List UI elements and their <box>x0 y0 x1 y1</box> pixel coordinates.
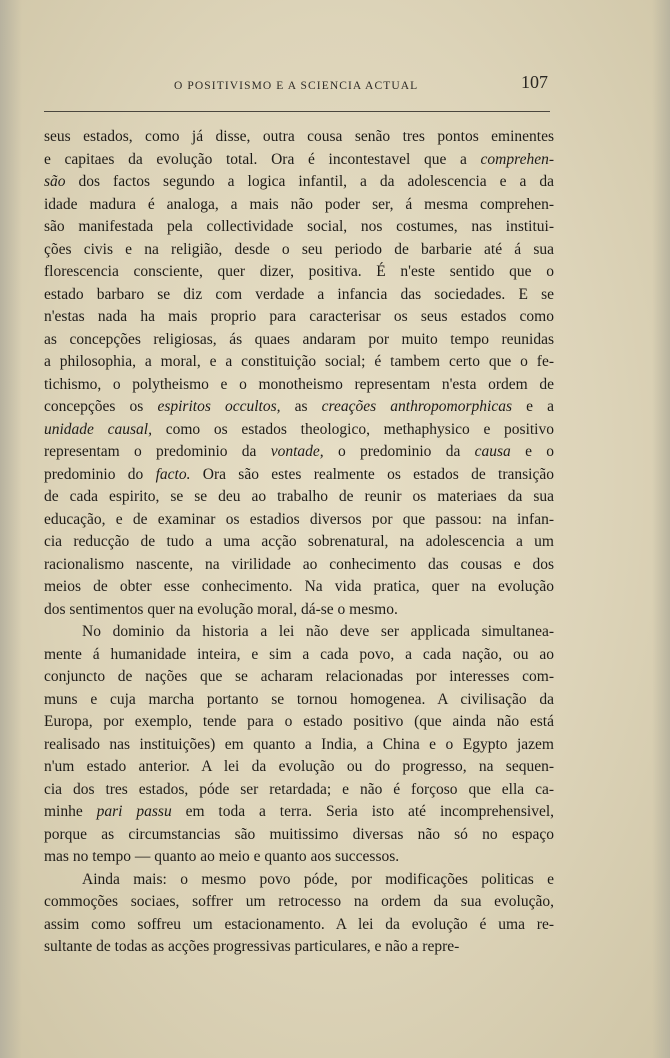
text-line <box>44 509 554 532</box>
text-line <box>44 554 554 577</box>
text-line <box>44 239 554 262</box>
text-segment: conjuncto de nações que se acharam relacionadas por interesses com- <box>44 668 554 685</box>
text-line <box>44 576 554 599</box>
text-segment: racionalismo nascente, na virilidade ao conhecimento das cousas e dos <box>44 555 554 573</box>
text-line <box>44 171 554 194</box>
text-line <box>44 261 554 284</box>
text-line <box>44 666 554 689</box>
italic-text: causa <box>474 443 511 460</box>
text-line <box>44 374 554 397</box>
text-segment: Ora são estes realmente os estados de transição <box>190 465 554 483</box>
text-segment: meios de obter esse conhecimento. Na vida pratica, quer na evolução <box>44 578 554 595</box>
text-line <box>44 599 554 622</box>
text-segment: concepções os <box>44 398 158 415</box>
text-line <box>44 396 554 419</box>
text-line <box>44 891 554 914</box>
text-segment: Ainda mais: o mesmo povo póde, por modificações politicas e <box>82 870 554 888</box>
text-segment: idade madura é analoga, a mais não poder ser, á mesma comprehen- <box>44 195 554 213</box>
text-segment: realisado nas instituições) em quanto a India, a China e o Egypto jazem <box>44 735 554 753</box>
text-line <box>44 149 554 172</box>
paragraph <box>44 621 554 869</box>
text-line <box>44 126 554 149</box>
text-segment: mente á humanidade inteira, e sim a cada povo, a cada nação, ou ao <box>44 645 554 663</box>
text-segment: e capitaes da evolução total. Ora é incontestavel que a <box>44 150 481 168</box>
page-gutter-shadow <box>0 0 22 1058</box>
text-segment: n'estas nada ha mais proprio para caracterisar os seus estados como <box>44 308 554 325</box>
text-line <box>44 194 554 217</box>
page-number: 107 <box>521 72 548 92</box>
text-segment: de cada espirito, se se deu ao trabalho de reunir os materiaes da sua <box>44 488 554 505</box>
text-segment: assim como soffreu um estacionamento. A lei da evolução é uma re- <box>44 915 554 933</box>
text-line <box>44 284 554 307</box>
text-segment: muns e cuja marcha portanto se tornou homogenea. A civilisação da <box>44 690 554 708</box>
text-segment: sultante de todas as acções progressivas particulares, e não a repre- <box>44 938 460 955</box>
text-segment: e a <box>512 398 554 415</box>
text-segment: estado barbaro se diz com verdade a infancia das sociedades. E se <box>44 285 554 303</box>
text-segment: dos factos segundo a logica infantil, a da adolescencia e a da <box>65 173 554 190</box>
text-line <box>44 216 554 239</box>
text-line <box>44 531 554 554</box>
text-segment: tichismo, o polytheismo e o monotheismo representam n'esta ordem de <box>44 375 554 393</box>
text-line <box>44 441 554 464</box>
text-segment: dos sentimentos quer na evolução moral, dá-se o mesmo. <box>44 600 398 618</box>
text-line <box>44 914 554 937</box>
text-segment: em toda a terra. Seria isto até incomprehensivel, <box>171 803 555 820</box>
text-line <box>44 801 554 824</box>
text-segment: commoções sociaes, soffrer um retrocesso na ordem da sua evolução, <box>44 893 554 910</box>
body-text <box>44 126 554 959</box>
running-title: O POSITIVISMO E A SCIENCIA ACTUAL <box>174 80 419 92</box>
italic-text: unidade causal, <box>44 420 152 438</box>
text-line <box>44 711 554 734</box>
text-line <box>44 779 554 802</box>
text-line <box>44 621 554 644</box>
text-segment: a philosophia, a moral, e a constituição social; é tambem certo que o fe- <box>44 353 554 370</box>
header-rule <box>44 111 550 112</box>
text-line <box>44 936 554 959</box>
text-segment: n'um estado anterior. A lei da evolução ou do progresso, na sequen- <box>44 758 554 775</box>
text-line <box>44 486 554 509</box>
page-edge-shadow <box>652 0 670 1058</box>
italic-text: comprehen- <box>480 150 554 168</box>
page-header <box>44 72 556 98</box>
text-segment: e o <box>510 443 554 460</box>
text-line <box>44 756 554 779</box>
text-segment: mas no tempo — quanto ao meio e quanto aos successos. <box>44 848 400 865</box>
text-segment: predominio do <box>44 465 156 483</box>
text-line <box>44 734 554 757</box>
italic-text: espiritos occultos, <box>157 398 281 415</box>
italic-text: pari passu <box>96 803 172 820</box>
italic-text: facto. <box>155 465 191 483</box>
text-line <box>44 329 554 352</box>
italic-text: são <box>44 173 66 190</box>
italic-text: vontade, <box>270 443 324 460</box>
italic-text: creações anthropomorphicas <box>321 398 512 415</box>
text-segment: Europa, por exemplo, tende para o estado positivo (que ainda não está <box>44 713 554 730</box>
text-segment: são manifestada pela collectividade social, nos costumes, nas institui- <box>44 218 554 235</box>
text-segment: florescencia consciente, quer dizer, positiva. É n'este sentido que o <box>44 263 554 280</box>
text-segment: representam o predominio da <box>44 443 271 460</box>
text-segment: cia dos tres estados, póde ser retardada; e não é forçoso que ella ca- <box>44 780 554 798</box>
text-segment: como os estados theologico, methaphysico e positivo <box>151 420 554 438</box>
paragraph <box>44 869 554 959</box>
text-segment: as <box>280 398 322 415</box>
text-segment: o predominio da <box>323 443 475 460</box>
text-line <box>44 824 554 847</box>
text-line <box>44 846 554 869</box>
text-line <box>44 306 554 329</box>
text-segment: No dominio da historia a lei não deve ser applicada simultanea- <box>82 623 554 640</box>
text-segment: educação, e de examinar os estadios diversos por que passou: na infan- <box>44 510 554 528</box>
text-line <box>44 869 554 892</box>
text-line <box>44 464 554 487</box>
text-segment: porque as circumstancias são muitissimo diversas não só no espaço <box>44 825 554 843</box>
text-line <box>44 419 554 442</box>
text-segment: cia reducção de tudo a uma acção sobrenatural, na adolescencia a um <box>44 533 554 550</box>
text-line <box>44 689 554 712</box>
paragraph <box>44 126 554 621</box>
text-segment: as concepções religiosas, ás quaes andaram por muito tempo reunidas <box>44 330 554 348</box>
text-line <box>44 351 554 374</box>
text-line <box>44 644 554 667</box>
text-segment: minhe <box>44 803 97 820</box>
text-segment: seus estados, como já disse, outra cousa senão tres pontos eminentes <box>44 128 554 145</box>
text-segment: ções civis e na religião, desde o seu periodo de barbarie até á sua <box>44 240 554 258</box>
